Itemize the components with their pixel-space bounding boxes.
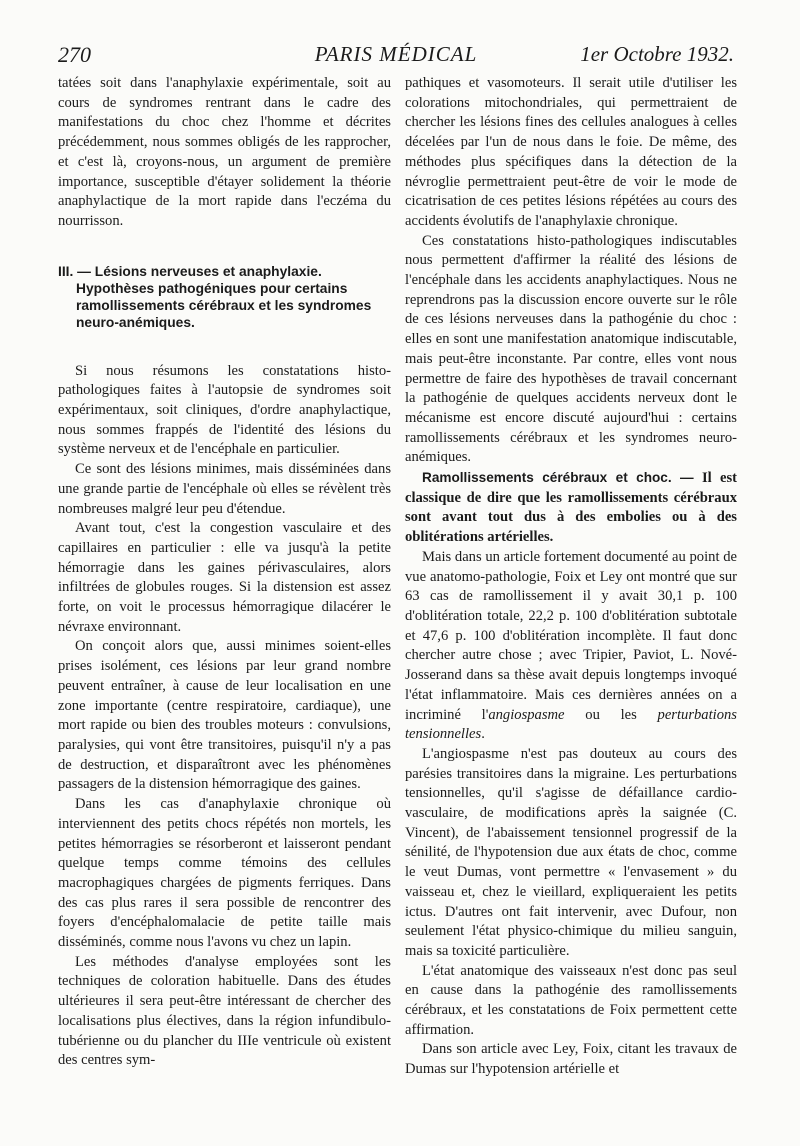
paragraph: Les méthodes d'analyse employées sont les techniques de coloration habituelle. Dans des études ultérieures il sera peut-être intéressant de chercher des localisations plus électives, dans la région infundibulo-tubérienne ou du plancher du IIIe ventricule où existent des centres sym-	[58, 953, 391, 1069]
italic-term: perturbations tensionnelles	[405, 706, 737, 743]
paragraph: Ces constatations histo-pathologiques indiscutables nous permettent d'affirmer la réalité des lésions de l'encéphale dans les accidents anaphylactiques. Nous ne reprendrons pas la discussion encore ouverte sur le rôle de ces lésions nerveuses dans la pathogénie du choc : elles en sont une manifestation anatomique indiscutable, mais peut-être inconstante. Par contre, elles vont nous permettre de faire des hypothèses de travail concernant la pathogénie de quelques accidents nerveux dont le mécanisme est encore discuté aujourd'hui : certains ramollissements cérébraux et les syndromes neuro-anémiques.	[405, 232, 737, 466]
section-heading	[58, 263, 391, 331]
paragraph: Ce sont des lésions minimes, mais disséminées dans une grande partie de l'encéphale où elles se révèlent très nombreuses malgré leur peu d'étendue.	[58, 461, 391, 517]
paragraph: tatées soit dans l'anaphylaxie expérimentale, soit au cours de syndromes rentrant dans le cadre des manifestations du choc chez l'homme et décrites précédemment, nous sommes obligés de les rapprocher, et c'est là, croyons-nous, un argument de première importance, susceptible d'étayer solidement la théorie anaphylactique de la mort rapide dans l'eczéma du nourrisson.	[58, 75, 391, 229]
italic-term: angiospasme	[488, 706, 565, 723]
section-heading-line-1: III. — Lésions nerveuses et anaphylaxie.	[58, 263, 322, 279]
paragraph: Dans son article avec Ley, Foix, citant les travaux de Dumas sur l'hypotension artérielle et	[405, 1041, 737, 1078]
journal-title: PARIS MÉDICAL	[314, 42, 478, 66]
paragraph-text: .	[481, 726, 485, 743]
paragraph-with-subheading	[405, 468, 737, 548]
paragraph: Avant tout, c'est la congestion vasculaire et des capillaires en particulier : elle va jusqu'à la petite hémorragie dans les gaines périvasculaires, alors infiltrées de globules rouges. Si la distension est assez forte, on voit le processus hémorragique dilacérer le névraxe environnant.	[58, 520, 391, 635]
paragraph: Dans les cas d'anaphylaxie chronique où interviennent des petits chocs répétés non mortels, les petites hémorragies se résorberont et laisseront pendant quelque temps comme témoins des cellules macrophagiques chargées de pigments ferriques. Dans des cas plus rares il sera possible de rencontrer des foyers d'encéphalomalacie de petite taille mais disséminés, comme nous l'avons vu chez un lapin.	[58, 796, 391, 951]
issue-date: 1er Octobre 1932.	[580, 42, 734, 66]
page-header	[58, 42, 734, 70]
paragraph: L'angiospasme n'est pas douteux au cours des parésies transitoires dans la migraine. Les perturbations tensionnelles, qu'il s'agisse de défaillance cardio-vasculaire, de modifications après la saignée (C. Vincent), de l'abaissement tensionnel progressif de la sénilité, de l'hypotension due aux états de choc, comme le veut Dumas, vont permettre « l'envasement » du vaisseau et, chez le vieillard, expliqueraient les petits ictus. D'autres ont fait intervenir, avec Dufour, non seulement l'état physico-chimique du milieu sanguin, mais sa toxicité particulière.	[405, 745, 737, 959]
left-column	[58, 74, 391, 1071]
page-number: 270	[58, 42, 91, 67]
section-heading-line-2: Hypothèses pathogéniques pour certains ramollissements cérébraux et les syndromes neuro-anémiques.	[76, 280, 372, 330]
right-column	[405, 74, 737, 1080]
paragraph-text: ou les	[564, 706, 658, 723]
paragraph: pathiques et vasomoteurs. Il serait utile d'utiliser les colorations mitochondriales, qui permettraient de chercher les lésions fines des cellules analogues à celles décelées par l'un de nous dans le foie. De même, des méthodes plus spécifiques dans la détection de la névroglie permettraient peut-être de voir le mode de cicatrisation de ces petites lésions répétées au cours des accidents évolutifs de l'anaphylaxie chronique.	[405, 75, 737, 229]
bold-statement: Il est classique de dire que les ramollissements cérébraux sont avant tout dus à des embolies ou à des oblitérations artérielles.	[405, 470, 737, 546]
paragraph: Si nous résumons les constatations histo-pathologiques faites à l'autopsie de syndromes soit expérimentaux, soit cliniques, d'ordre anaphylactique, nous sommes frappés de l'identité des lésions du système nerveux et de l'encéphale en particulier.	[58, 362, 391, 458]
paragraph-text: Mais dans un article fortement documenté au point de vue anatomo-pathologie, Foix et Ley ont montré que sur 63 cas de ramollissement il y avait 30,1 p. 100 d'oblitération totale, 22,2 p. 100 d'oblitération subtotale et 47,6 p. 100 d'oblitération incomplète. Il faut donc chercher autre chose ; avec Tripier, Paviot, L. Nové-Josserand dans sa thèse avait depuis longtemps invoqué l'état inflammatoire. Mais ces dernières années on a incriminé l'	[405, 548, 737, 723]
paragraph: L'état anatomique des vaisseaux n'est donc pas seul en cause dans la pathogénie des ramollissements cérébraux, et les constatations de Foix permettent cette affirmation.	[405, 962, 737, 1038]
subheading: Ramollissements cérébraux et choc. —	[422, 470, 694, 486]
paragraph: On conçoit alors que, aussi minimes soient-elles prises isolément, ces lésions par leur grand nombre peuvent entraîner, à cause de leur localisation en une zone importante (centre respiratoire, cardiaque), une mort rapide ou bien des troubles moteurs : convulsions, paralysies, qui vont être transitoires, puisqu'il n'y a pas de destruction, et disparaîtront avec les phénomènes passagers de la distension hémorragique des gaines.	[58, 638, 391, 793]
paragraph	[405, 548, 737, 745]
